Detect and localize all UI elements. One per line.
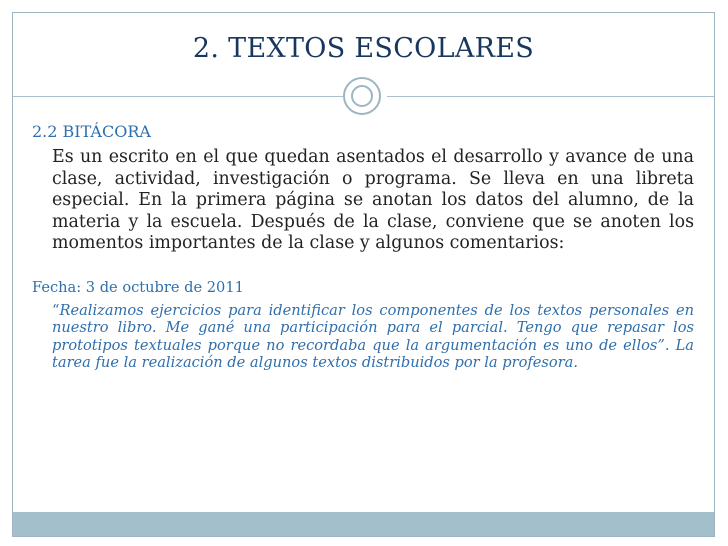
slide-title: 2. TEXTOS ESCOLARES (192, 33, 535, 64)
quote-text: Realizamos ejercicios para identificar los componentes de los textos personales en nuestro libro. Me gané una participación para el parcial. Tengo que repasar los prototipos textuales porque no recordaba que la argumentación es uno de ellos”. La tarea fue la realización de algunos textos distribuidos por la profesora. (52, 301, 694, 371)
title-divider-right (387, 96, 714, 97)
section-heading: 2.2 BITÁCORA (32, 122, 151, 141)
date-label: Fecha: 3 de octubre de 2011 (32, 278, 244, 296)
definition-paragraph: Es un escrito en el que quedan asentados el desarrollo y avance de una clase, actividad, investigación o programa. Se lleva en una libreta especial. En la primera página se anotan los datos del alumno, de la materia y la escuela. Después de la clase, conviene que se anoten los momentos importantes de la clase y algunos comentarios: (52, 147, 694, 253)
title-divider-left (13, 96, 343, 97)
circle-ornament-inner-icon (351, 85, 373, 107)
quote-mark: “ (52, 301, 60, 319)
footer-bar (13, 512, 714, 536)
journal-quote (52, 302, 694, 372)
slide-body (32, 122, 694, 372)
